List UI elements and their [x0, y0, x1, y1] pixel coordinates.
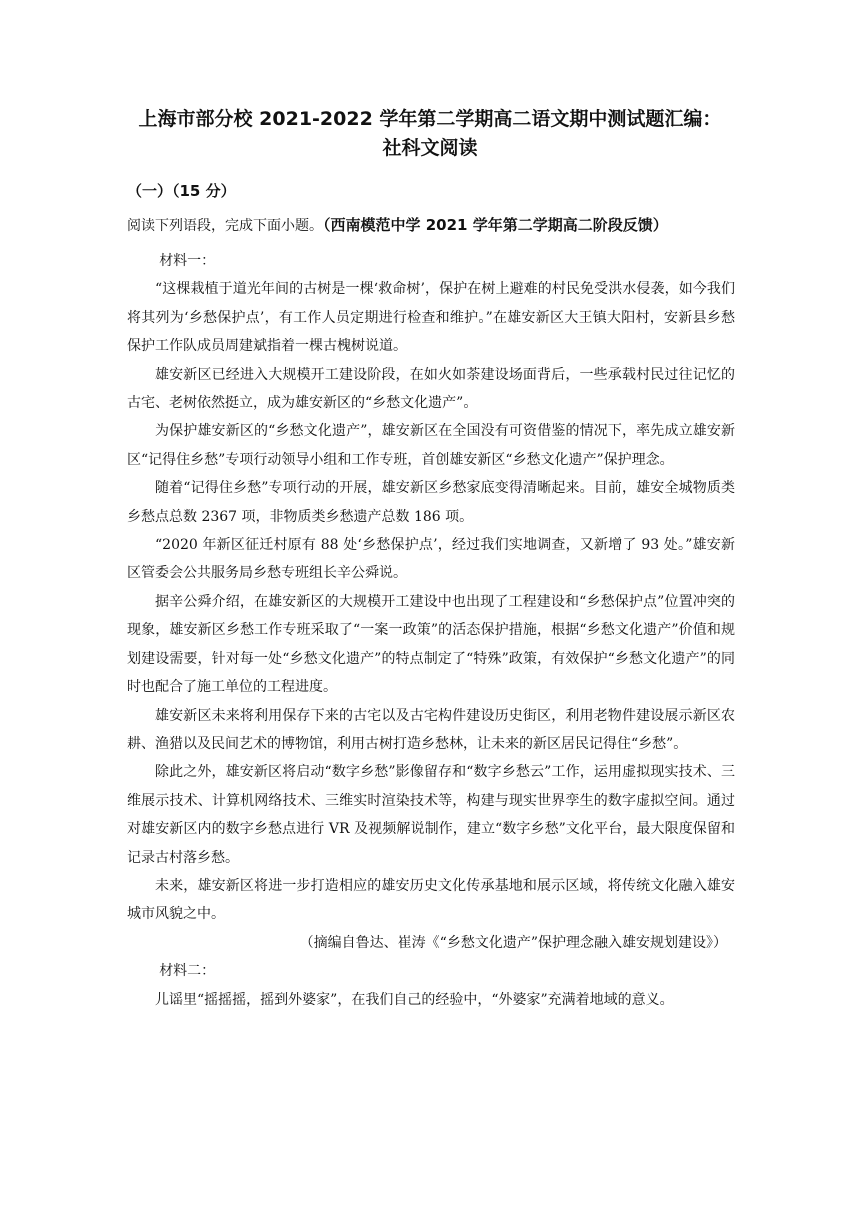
paragraph: 为保护雄安新区的“乡愁文化遗产”，雄安新区在全国没有可资借鉴的情况下，率先成立雄安新区“记得住乡愁”专项行动领导小组和工作专班，首创雄安新区“乡愁文化遗产”保护理念。	[127, 423, 735, 468]
paragraph: “2020 年新区征迁村原有 88 处‘乡愁保护点’，经过我们实地调查，又新增了 93 处。”雄安新区管委会公共服务局乡愁专班组长辛公舜说。	[127, 537, 735, 582]
article-body	[127, 247, 735, 1014]
paragraph: “这棵栽植于道光年间的古树是一棵‘救命树’，保护在树上避难的村民免受洪水侵袭，如今我们将其列为‘乡愁保护点’，有工作人员定期进行检查和维护。”在雄安新区大王镇大阳村，安新县乡愁保护工作队成员周建斌指着一棵古槐树说道。	[127, 281, 735, 355]
paragraph: 儿谣里“摇摇摇，摇到外婆家”，在我们自己的经验中，“外婆家”充满着地域的意义。	[155, 991, 674, 1008]
instruction-source: （西南模范中学 2021 学年第二学期高二阶段反馈）	[323, 216, 668, 234]
instruction-line	[127, 214, 747, 237]
material-two-label: 材料二：	[159, 963, 216, 980]
paragraph: 据辛公舜介绍，在雄安新区的大规模开工建设中也出现了工程建设和“乡愁保护点”位置冲突的现象，雄安新区乡愁工作专班采取了“一案一政策”的活态保护措施，根据“乡愁文化遗产”价值和规划建设需要，针对每一处“乡愁文化遗产”的特点制定了“特殊”政策，有效保护“乡愁文化遗产”的同时也配合了施工单位的工程进度。	[127, 593, 735, 696]
document-title-line1: 上海市部分校 2021-2022 学年第二学期高二语文期中测试题汇编：	[138, 108, 722, 130]
material-one-label: 材料一：	[159, 253, 216, 269]
document-title-line2: 社科文阅读	[382, 137, 478, 159]
paragraph: 雄安新区未来将利用保存下来的古宅以及古宅构件建设历史街区，利用老物件建设展示新区农耕、渔猎以及民间艺术的博物馆，利用古树打造乡愁林，让未来的新区居民记得住“乡愁”。	[127, 707, 735, 752]
source-citation: （摘编自鲁达、崔涛《“乡愁文化遗产”保护理念融入雄安规划建设》）	[299, 934, 727, 951]
section-heading: （一）（15 分）	[127, 182, 236, 200]
paragraph: 雄安新区已经进入大规模开工建设阶段，在如火如荼建设场面背后，一些承载村民过往记忆的古宅、老树依然挺立，成为雄安新区的“乡愁文化遗产”。	[127, 366, 735, 412]
paragraph: 未来，雄安新区将进一步打造相应的雄安历史文化传承基地和展示区域，将传统文化融入雄安城市风貌之中。	[127, 877, 735, 923]
instruction-text: 阅读下列语段，完成下面小题。	[127, 218, 323, 234]
paragraph: 随着“记得住乡愁”专项行动的开展，雄安新区乡愁家底变得清晰起来。目前，雄安全城物质类乡愁点总数 2367 项，非物质类乡愁遗产总数 186 项。	[127, 480, 735, 525]
paragraph: 除此之外，雄安新区将启动“数字乡愁”影像留存和“数字乡愁云”工作，运用虚拟现实技术、三维展示技术、计算机网络技术、三维实时渲染技术等，构建与现实世界孪生的数字虚拟空间。通过对雄安新区内的数字乡愁点进行 VR 及视频解说制作，建立“数字乡愁”文化平台，最大限度保留和记录古村落乡愁。	[127, 764, 735, 866]
